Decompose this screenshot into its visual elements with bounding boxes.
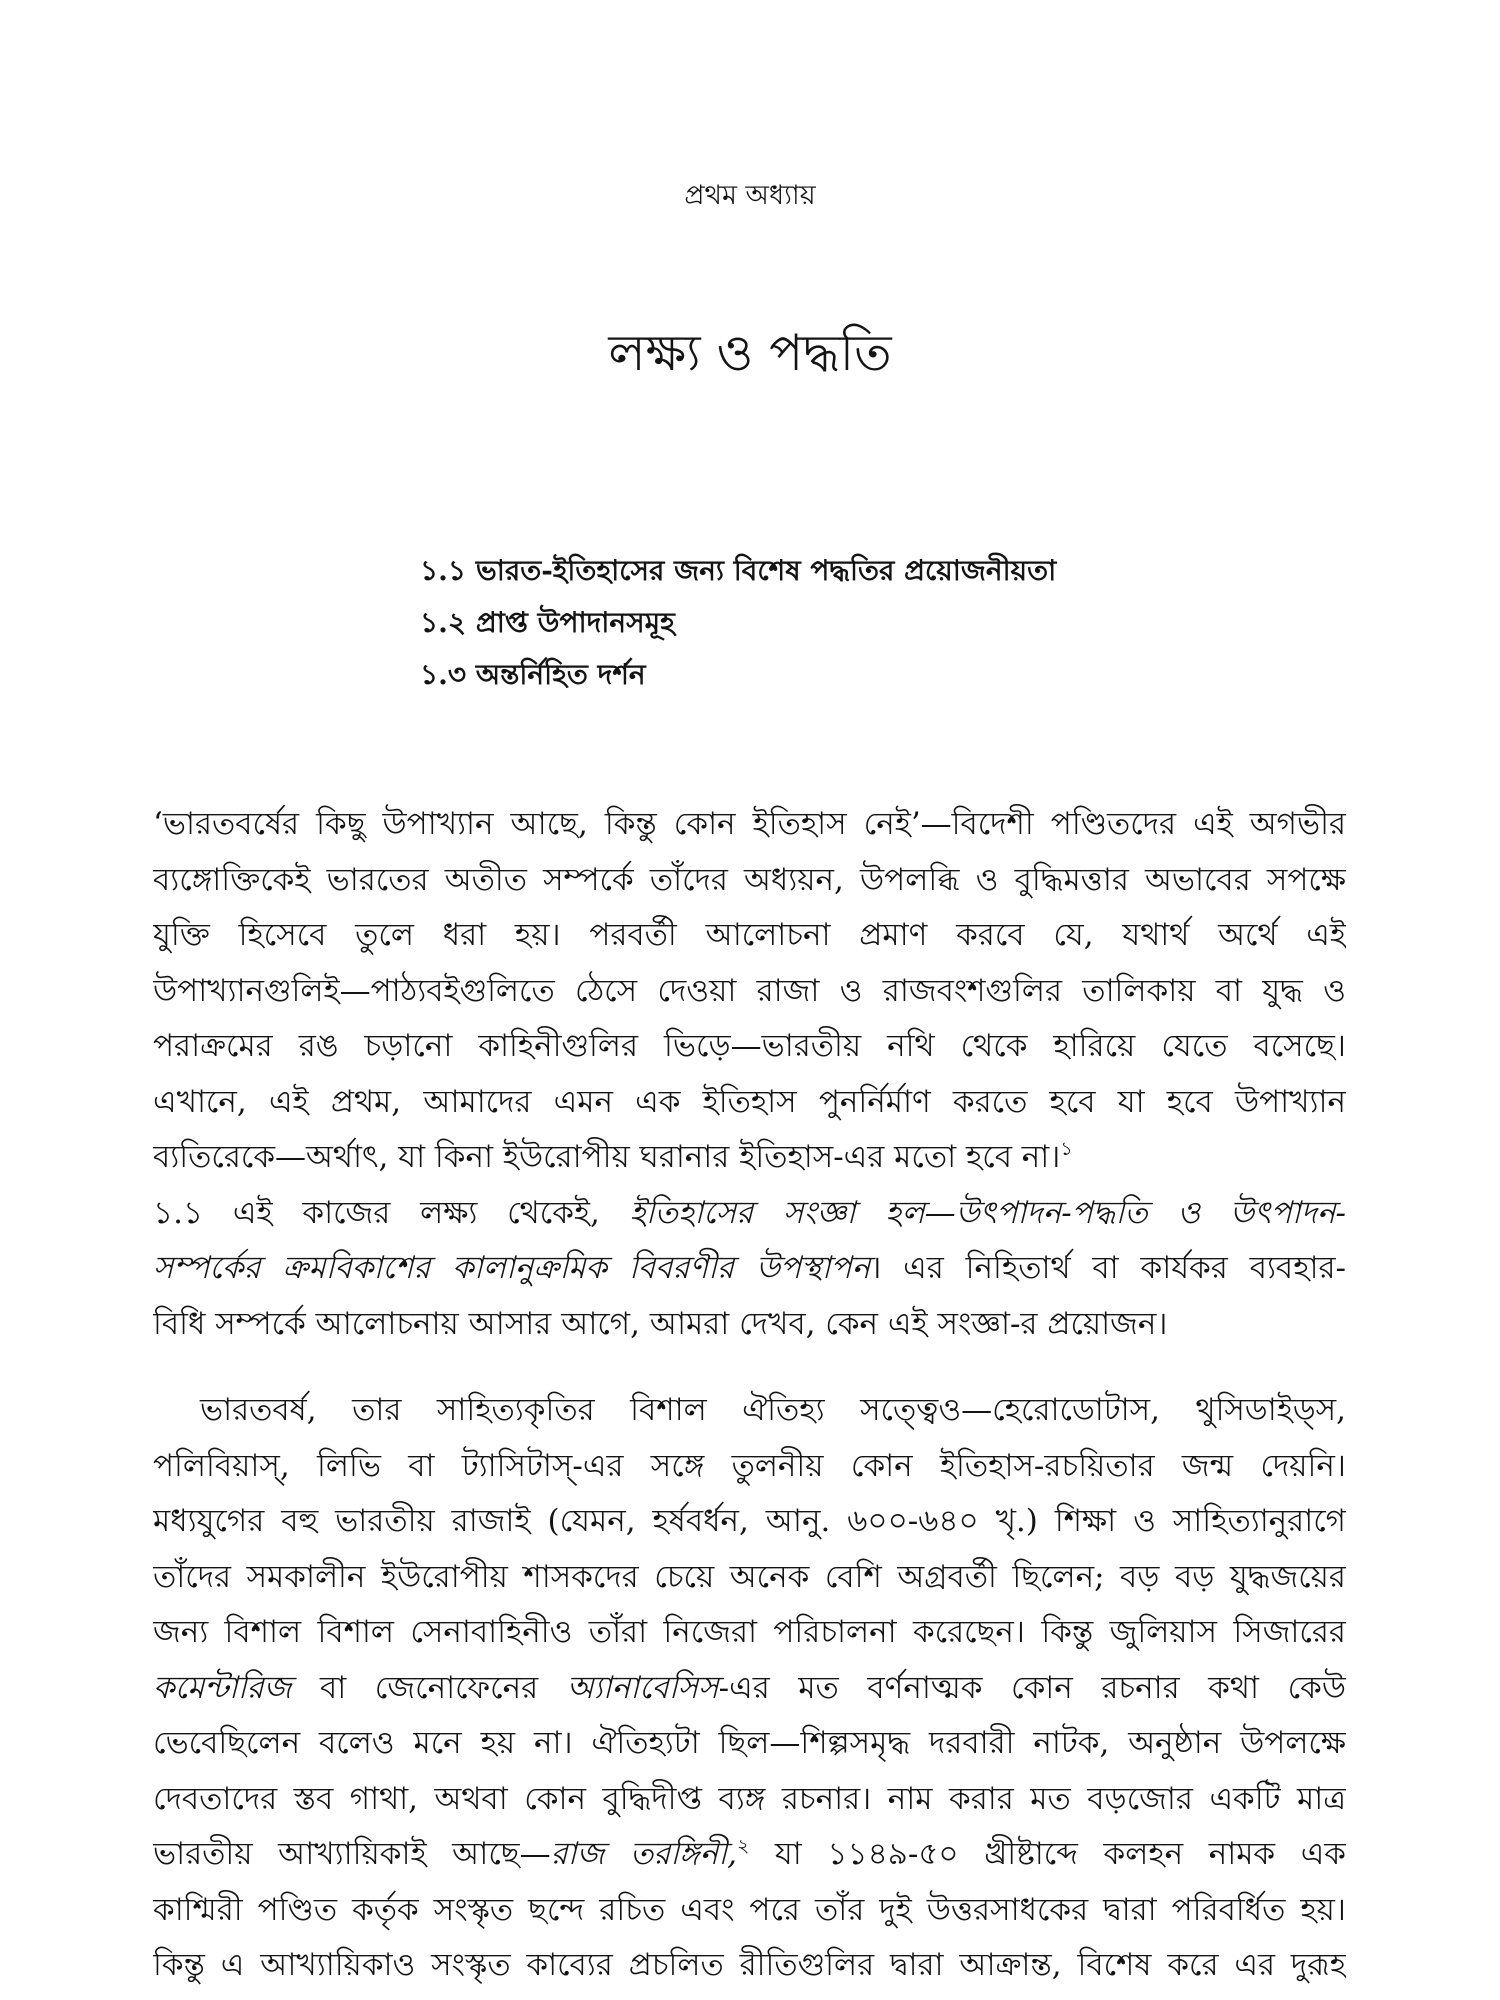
text-line [153,1186,1346,1242]
text-segment: পরাক্রমের রঙ চড়ানো কাহিনীগুলির ভিড়ে—ভারতীয় নথি থেকে হারিয়ে যেতে বসেছে। [153,1028,1346,1064]
text-segment: ভেবেছিলেন বলেও মনে হয় না। ঐতিহ্যটা ছিল—শিল্পসমৃদ্ধ দরবারী নাটক, অনুষ্ঠান উপলক্ষে [153,1725,1346,1761]
text-line [153,1297,1346,1353]
italic-text: সম্পর্কের ক্রমবিকাশের কালানুক্রমিক বিবরণীর উপস্থাপন [153,1250,871,1286]
text-line [153,1883,1346,1939]
text-segment: যুক্তি হিসেবে তুলে ধরা হয়। পরবর্তী আলোচনা প্রমাণ করবে যে, যথার্থ অর্থে এই [153,917,1346,953]
table-of-contents [420,545,1360,701]
text-segment: উপাখ্যানগুলিই—পাঠ্যবইগুলিতে ঠেসে দেওয়া রাজা ও রাজবংশগুলির তালিকায় বা যুদ্ধ ও [153,972,1346,1009]
text-line [153,908,1346,964]
toc-item [420,649,1360,701]
text-segment: যা ১১৪৯-৫০ খ্রীষ্টাব্দে কলহন নামক এক [749,1836,1346,1872]
text-segment: বা জেনোফেনের [291,1669,567,1706]
text-segment: ভারতীয় আখ্যায়িকাই আছে— [153,1836,551,1872]
text-segment: পলিবিয়াস্, লিভি বা ট্যাসিটাস্-এর সঙ্গে তুলনীয় কোন ইতিহাস-রচয়িতার জন্ম দেয়নি। [153,1447,1346,1484]
text-line [153,1439,1346,1495]
text-segment: -এর মত বর্ণনাত্মক কোন রচনার কথা কেউ [718,1669,1346,1706]
footnote-marker: ১ [1060,1138,1073,1160]
text-segment: দেবতাদের স্তব গাথা, অথবা কোন বুদ্ধিদীপ্ত ব্যঙ্গ রচনার। নাম করার মত বড়জোর একটি মাত্র [153,1780,1346,1817]
text-segment: । এর নিহিতার্থ বা কার্যকর ব্যবহার- [870,1250,1346,1286]
text-line [153,1130,1346,1186]
paragraph [153,797,1346,1186]
text-line [153,1241,1346,1297]
text-line [153,853,1346,909]
toc-item-text: ভারত-ইতিহাসের জন্য বিশেষ পদ্ধতির প্রয়োজনীয়তা [475,554,1057,587]
text-line [153,1383,1346,1439]
text-segment: ব্যঙ্গোক্তিকেই ভারতের অতীত সম্পর্কে তাঁদের অধ্যয়ন, উপলব্ধি ও বুদ্ধিমত্তার অভাবের সপক্ষে [153,861,1346,898]
italic-text: রাজ তরঙ্গিনী, [550,1836,737,1872]
text-line [153,797,1346,853]
text-line [153,1661,1346,1717]
text-line [153,1019,1346,1075]
text-segment: ব্যতিরেকে—অর্থাৎ, যা কিনা ইউরোপীয় ঘরানার ইতিহাস-এর মতো হবে না। [153,1139,1061,1175]
toc-item-text: প্রাপ্ত উপাদানসমূহ [475,606,675,639]
paragraph [153,1186,1346,1353]
text-line [153,1827,1346,1883]
toc-item-number: ১.২ [420,606,467,639]
text-line [153,964,1346,1020]
chapter-label: প্রথম অধ্যায় [684,180,816,211]
text-segment: জন্য বিশাল বিশাল সেনাবাহিনীও তাঁরা নিজেরা পরিচালনা করেছেন। কিন্তু জুলিয়াস সিজারের [153,1614,1346,1650]
toc-item [420,545,1360,597]
text-segment: বিধি সম্পর্কে আলোচনায় আসার আগে, আমরা দেখব, কেন এই সংজ্ঞা-র প্রয়োজন। [153,1305,1168,1342]
text-line [153,1772,1346,1828]
italic-text: কমেন্টারিজ [153,1669,292,1706]
paragraph [153,1383,1346,1994]
italic-text: ইতিহাসের সংজ্ঞা হল—উৎপাদন-পদ্ধতি ও উৎপাদন- [629,1194,1346,1231]
chapter-title: লক্ষ্য ও পদ্ধতি [608,324,892,382]
italic-text: অ্যানাবেসিস [566,1669,719,1706]
text-segment: ১.১ এই কাজের লক্ষ্য থেকেই, [153,1194,630,1231]
footnote-marker: ২ [736,1835,750,1857]
text-segment: এখানে, এই প্রথম, আমাদের এমন এক ইতিহাস পুনর্নির্মাণ করতে হবে যা হবে উপাখ্যান [153,1083,1346,1120]
text-segment: ‘ভারতবর্ষের কিছু উপাখ্যান আছে, কিন্তু কোন ইতিহাস নেই’—বিদেশী পণ্ডিতদের এই অগভীর [153,806,1346,842]
text-line [153,1075,1346,1131]
text-segment: কাশ্মিরী পণ্ডিত কর্তৃক সংস্কৃত ছন্দে রচিত এবং পরে তাঁর দুই উত্তরসাধকের দ্বারা পরিবর্ধিত হয়। [153,1891,1346,1928]
text-line [153,1605,1346,1661]
text-segment: ভারতবর্ষ, তার সাহিত্যকৃতির বিশাল ঐতিহ্য সত্ত্বেও—হেরোডোটাস, থুসিডাইড্স, [200,1392,1346,1428]
text-segment: মধ্যযুগের বহু ভারতীয় রাজাই (যেমন, হর্ষবর্ধন, আনু. ৬০০-৬৪০ খৃ.) শিক্ষা ও সাহিত্যানুরাগে [153,1503,1346,1539]
text-line [153,1494,1346,1550]
toc-item [420,597,1360,649]
text-segment: তাঁদের সমকালীন ইউরোপীয় শাসকদের চেয়ে অনেক বেশি অগ্রবর্তী ছিলেন; বড় বড় যুদ্ধজয়ের [153,1558,1346,1595]
text-segment: কিন্তু এ আখ্যায়িকাও সংস্কৃত কাব্যের প্রচলিত রীতিগুলির দ্বারা আক্রান্ত, বিশেষ করে এর দুরূহ [153,1947,1346,1983]
text-line [153,1716,1346,1772]
toc-item-text: অন্তর্নিহিত দর্শন [475,658,646,691]
toc-item-number: ১.৩ [420,658,467,691]
toc-item-number: ১.১ [420,554,467,587]
text-line [153,1550,1346,1606]
text-line [153,1938,1346,1994]
